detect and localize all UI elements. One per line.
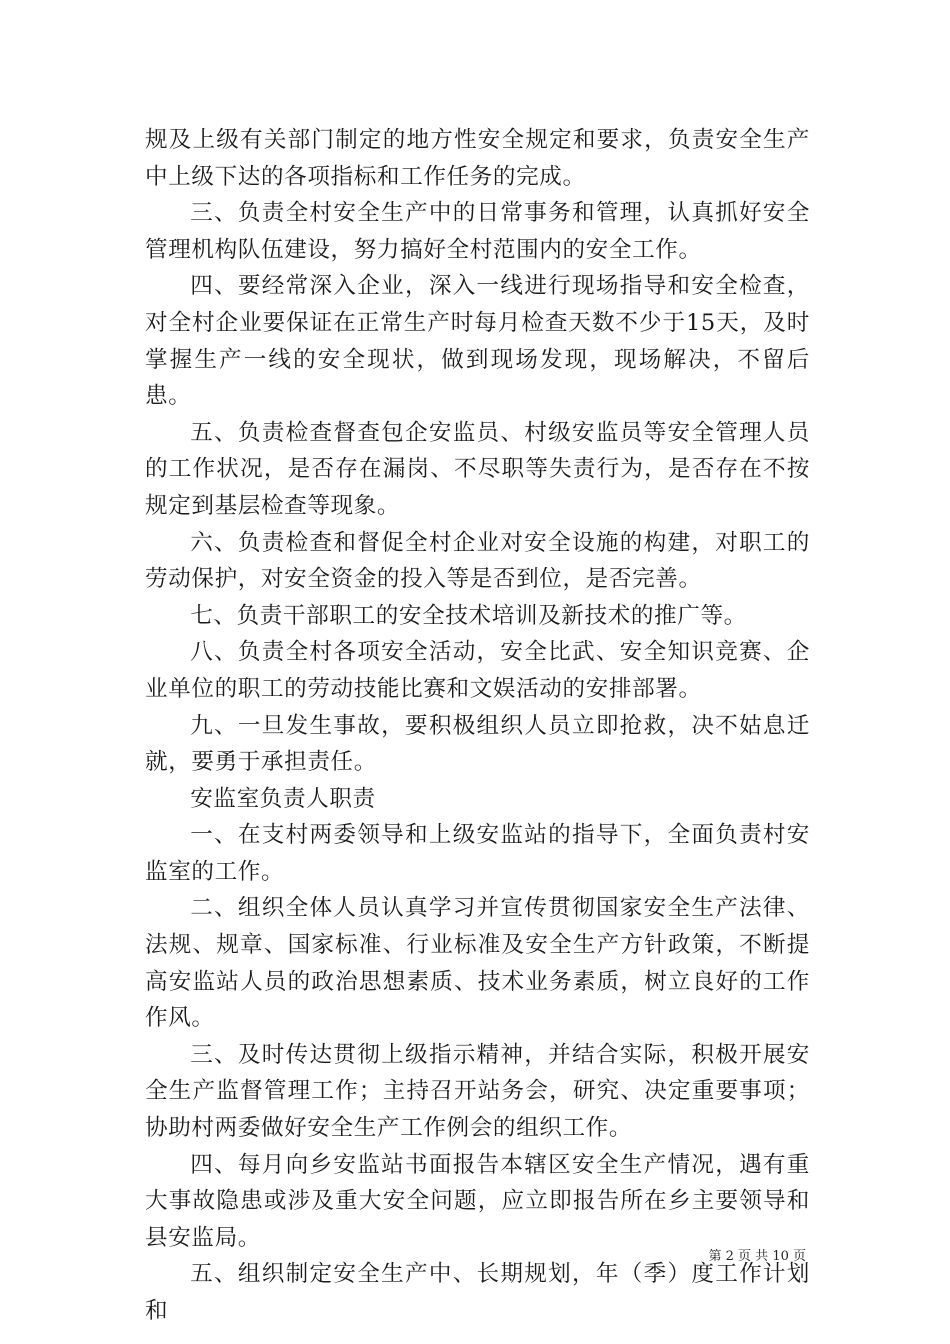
paragraph-continuation: 规及上级有关部门制定的地方性安全规定和要求，负责安全生产中上级下达的各项指标和工作任务的完成。 [145, 127, 810, 190]
paragraph-item-6: 六、负责检查和督促全村企业对安全设施的构建，对职工的劳动保护，对安全资金的投入等是否到位，是否完善。 [145, 529, 810, 593]
paragraph-item-7: 七、负责干部职工的安全技术培训及新技术的推广等。 [190, 602, 747, 629]
paragraph-duty-4: 四、每月向乡安监站书面报告本辖区安全生产情况，遇有重大事故隐患或涉及重大安全问题，应立即报告所在乡主要领导和县安监局。 [145, 1151, 810, 1251]
paragraph-item-5: 五、负责检查督查包企安监员、村级安监员等安全管理人员的工作状况，是否存在漏岗、不尽职等失责行为，是否存在不按规定到基层检查等现象。 [145, 419, 810, 519]
section-heading: 安监室负责人职责 [190, 785, 376, 812]
paragraph-duty-2: 二、组织全体人员认真学习并宣传贯彻国家安全生产法律、法规、规章、国家标准、行业标准及安全生产方针政策，不断提高安监站人员的政治思想素质、技术业务素质，树立良好的工作作风。 [145, 895, 810, 1032]
document-body [145, 122, 810, 1330]
paragraph-duty-1: 一、在支村两委领导和上级安监站的指导下，全面负责村安监室的工作。 [145, 822, 810, 885]
paragraph-item-8: 八、负责全村各项安全活动，安全比武、安全知识竞赛、企业单位的职工的劳动技能比赛和文娱活动的安排部署。 [145, 639, 810, 702]
page-number: 第 2 页 共 10 页 [708, 1249, 806, 1264]
paragraph-duty-3: 三、及时传达贯彻上级指示精神，并结合实际，积极开展安全生产监督管理工作；主持召开站务会，研究、决定重要事项；协助村两委做好安全生产工作例会的组织工作。 [145, 1041, 810, 1142]
paragraph-item-9: 九、一旦发生事故，要积极组织人员立即抢救，决不姑息迁就，要勇于承担责任。 [145, 712, 810, 776]
paragraph-item-3: 三、负责全村安全生产中的日常事务和管理，认真抓好安全管理机构队伍建设，努力搞好全村范围内的安全工作。 [145, 200, 810, 263]
paragraph-duty-5: 五、组织制定安全生产中、长期规划，年（季）度工作计划和 [145, 1261, 810, 1324]
paragraph-item-4: 四、要经常深入企业，深入一线进行现场指导和安全检查，对全村企业要保证在正常生产时每月检查天数不少于15天，及时掌握生产一线的安全现状，做到现场发现，现场解决，不留后患。 [145, 273, 810, 410]
